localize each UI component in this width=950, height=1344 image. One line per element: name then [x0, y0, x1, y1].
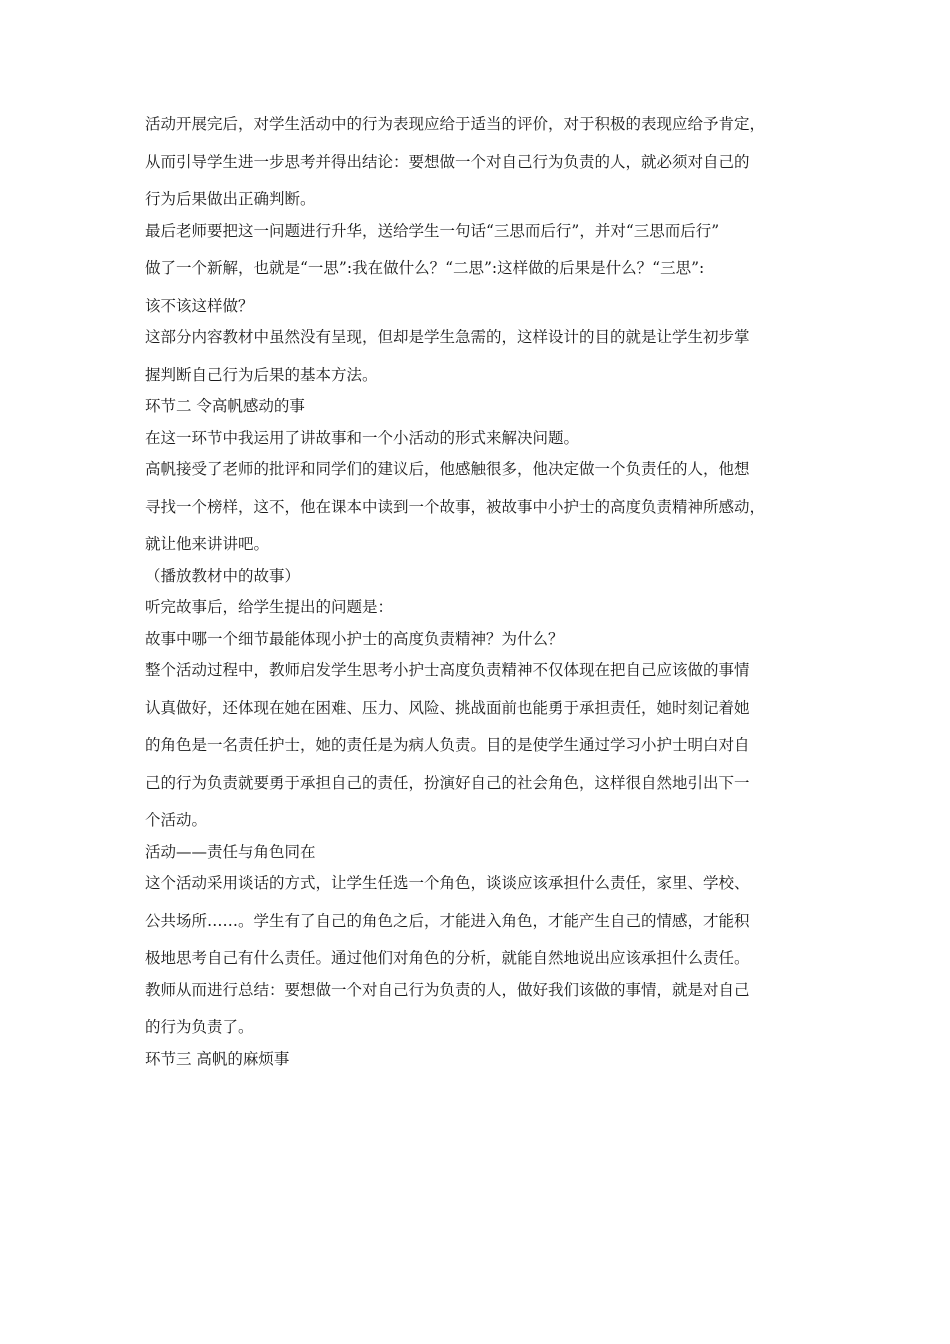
text-line: 己的行为负责就要勇于承担自己的责任，扮演好自己的社会角色，这样很自然地引出下一 [145, 773, 750, 792]
text-line: （播放教材中的故事） [145, 566, 301, 585]
text-line: 从而引导学生进一步思考并得出结论：要想做一个对自己行为负责的人，就必须对自己的 [145, 152, 750, 171]
text-line: 就让他来讲讲吧。 [145, 535, 270, 553]
text-line: 极地思考自己有什么责任。通过他们对角色的分析，就能自然地说出应该承担什么责任。 [145, 949, 750, 967]
text-line: 活动——责任与角色同在 [145, 842, 316, 861]
text-line: 听完故事后，给学生提出的问题是： [145, 598, 394, 616]
text-line: 整个活动过程中，教师启发学生思考小护士高度负责精神不仅体现在把自己应该做的事情 [145, 661, 750, 679]
text-line: 这个活动采用谈话的方式，让学生任选一个角色，谈谈应该承担什么责任，家里、学校、 [145, 874, 750, 892]
text-line: 教师从而进行总结：要想做一个对自己行为负责的人，做好我们该做的事情，就是对自己 [145, 980, 750, 999]
text-line: 活动开展完后，对学生活动中的行为表现应给于适当的评价，对于积极的表现应给予肯定， [145, 115, 766, 133]
text-line: 行为后果做出正确判断。 [145, 190, 316, 208]
text-line: 环节二 令高帆感动的事 [145, 397, 305, 415]
text-line: 环节三 高帆的麻烦事 [145, 1049, 290, 1068]
text-line: 做了一个新解，也就是“一思”:我在做什么？“二思”:这样做的后果是什么？“三思”: [145, 259, 705, 277]
text-line: 在这一环节中我运用了讲故事和一个小活动的形式来解决问题。 [145, 428, 580, 447]
text-line: 最后老师要把这一问题进行升华，送给学生一句话“三思而后行”，并对“三思而后行” [145, 221, 720, 240]
text-line: 的行为负责了。 [145, 1018, 254, 1036]
text-line: 该不该这样做？ [145, 296, 254, 315]
text-line: 故事中哪一个细节最能体现小护士的高度负责精神？为什么？ [145, 629, 564, 648]
text-line: 认真做好，还体现在她在困难、压力、风险、挑战面前也能勇于承担责任，她时刻记着她 [145, 698, 750, 717]
text-line: 寻找一个榜样，这不，他在课本中读到一个故事，被故事中小护士的高度负责精神所感动， [145, 497, 766, 516]
text-line: 个活动。 [145, 811, 208, 829]
text-line: 这部分内容教材中虽然没有呈现，但却是学生急需的，这样设计的目的就是让学生初步掌 [145, 328, 750, 346]
text-line: 高帆接受了老师的批评和同学们的建议后，他感触很多，他决定做一个负责任的人，他想 [145, 460, 750, 478]
text-line: 的角色是一名责任护士，她的责任是为病人负责。目的是使学生通过学习小护士明白对自 [145, 736, 750, 754]
text-line: 公共场所……。学生有了自己的角色之后，才能进入角色，才能产生自己的情感，才能积 [145, 911, 750, 930]
text-line: 握判断自己行为后果的基本方法。 [145, 365, 378, 384]
